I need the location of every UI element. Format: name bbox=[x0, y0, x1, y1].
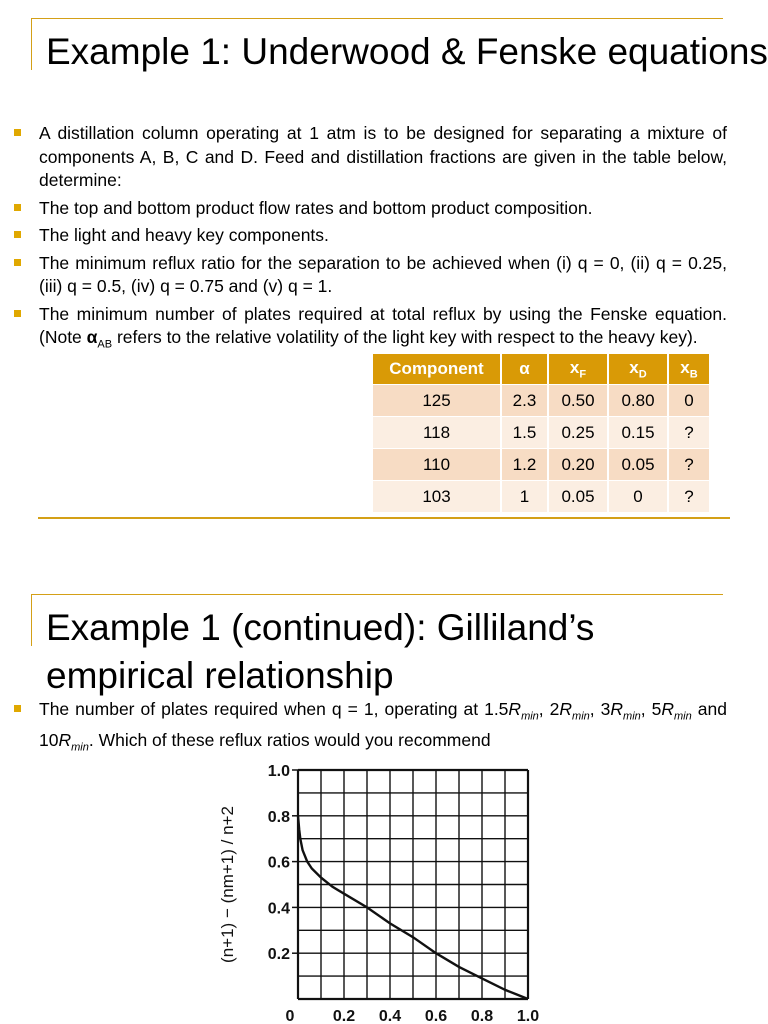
table-row bbox=[373, 417, 710, 449]
cell-xf: 0.20 bbox=[548, 449, 608, 481]
x-tick-label: 0.6 bbox=[424, 1008, 448, 1024]
slide-1-title: Example 1: Underwood & Fenske equations bbox=[46, 31, 768, 72]
y-axis-label: (n+1) − (nm+1) / n+2 bbox=[218, 806, 237, 963]
title-top-rule bbox=[31, 594, 723, 595]
title-left-rule bbox=[31, 594, 32, 646]
y-tick-label: 1.0 bbox=[267, 763, 290, 780]
cell-xf: 0.25 bbox=[548, 417, 608, 449]
cell-xb: ? bbox=[668, 481, 710, 513]
title-left-rule bbox=[31, 18, 32, 70]
cell-alpha: 1.5 bbox=[501, 417, 548, 449]
bullet-square-icon bbox=[14, 310, 21, 317]
bullet-item: The light and heavy key components. bbox=[14, 224, 727, 248]
x-tick-label: 0.2 bbox=[332, 1008, 356, 1024]
table-row bbox=[373, 385, 710, 417]
y-tick-label: 0.2 bbox=[267, 946, 290, 964]
cell-component: 125 bbox=[373, 385, 501, 417]
cell-component: 110 bbox=[373, 449, 501, 481]
cell-xd: 0.05 bbox=[608, 449, 668, 481]
table-row bbox=[373, 481, 710, 513]
x-tick-label: 0.8 bbox=[470, 1008, 494, 1024]
bullet-item: The minimum reflux ratio for the separation to be achieved when (i) q = 0, (ii) q = 0.25, (iii) q = 0.5, (iv) q = 0.75 and (v) q = 1. bbox=[14, 252, 727, 299]
y-tick-label: 0.4 bbox=[267, 900, 290, 918]
gilliland-chart bbox=[195, 755, 555, 1024]
x-tick-label: 0 bbox=[285, 1008, 295, 1024]
bullet-square-icon bbox=[14, 231, 21, 238]
cell-xf: 0.05 bbox=[548, 481, 608, 513]
table-row bbox=[373, 449, 710, 481]
x-tick-label: 1.0 bbox=[516, 1008, 540, 1024]
bullet-item: The minimum number of plates required at total reflux by using the Fenske equation. (Note $\alpha_{AB}$ refers to the relative volatility of the light key with respect to the heavy key). bbox=[14, 303, 727, 358]
bullet-square-icon bbox=[14, 705, 21, 712]
col-xd: $x_D$ bbox=[608, 354, 668, 385]
cell-xb: ? bbox=[668, 417, 710, 449]
table-header-row bbox=[373, 354, 710, 385]
bullet-square-icon bbox=[14, 259, 21, 266]
cell-alpha: 2.3 bbox=[501, 385, 548, 417]
bullet-item: A distillation column operating at 1 atm is to be designed for separating a mixture of components A, B, C and D. Feed and distillation fractions are given in the table below, determine: bbox=[14, 122, 727, 193]
col-xb: $x_B$ bbox=[668, 354, 710, 385]
y-tick-label: 0.6 bbox=[267, 854, 290, 872]
cell-component: 103 bbox=[373, 481, 501, 513]
cell-xd: 0.80 bbox=[608, 385, 668, 417]
cell-alpha: 1.2 bbox=[501, 449, 548, 481]
col-xf: $x_F$ bbox=[548, 354, 608, 385]
bullet-square-icon bbox=[14, 129, 21, 136]
cell-alpha: 1 bbox=[501, 481, 548, 513]
slide-1-bottom-rule bbox=[38, 517, 730, 519]
component-table bbox=[373, 354, 711, 512]
bullet-item: The number of plates required when q = 1, operating at $1.5R_{min}$, $2R_{min}$, $3R_{min}$, $5R_{min}$ and $10R_{min}$. Which of these reflux ratios would you recommend bbox=[14, 698, 727, 760]
cell-xd: 0.15 bbox=[608, 417, 668, 449]
cell-xf: 0.50 bbox=[548, 385, 608, 417]
cell-xb: 0 bbox=[668, 385, 710, 417]
col-alpha: α bbox=[501, 354, 548, 385]
cell-xd: 0 bbox=[608, 481, 668, 513]
x-tick-label: 0.4 bbox=[378, 1008, 402, 1024]
bullet-square-icon bbox=[14, 204, 21, 211]
title-top-rule bbox=[31, 18, 723, 19]
bullet-item: The top and bottom product flow rates and bottom product composition. bbox=[14, 197, 727, 221]
col-component: Component bbox=[373, 354, 501, 385]
cell-component: 118 bbox=[373, 417, 501, 449]
slide-1-bullets bbox=[14, 122, 727, 361]
y-tick-label: 0.8 bbox=[267, 808, 290, 826]
slide-2-title: Example 1 (continued): Gilliland’s empirical relationship bbox=[46, 607, 595, 696]
cell-xb: ? bbox=[668, 449, 710, 481]
